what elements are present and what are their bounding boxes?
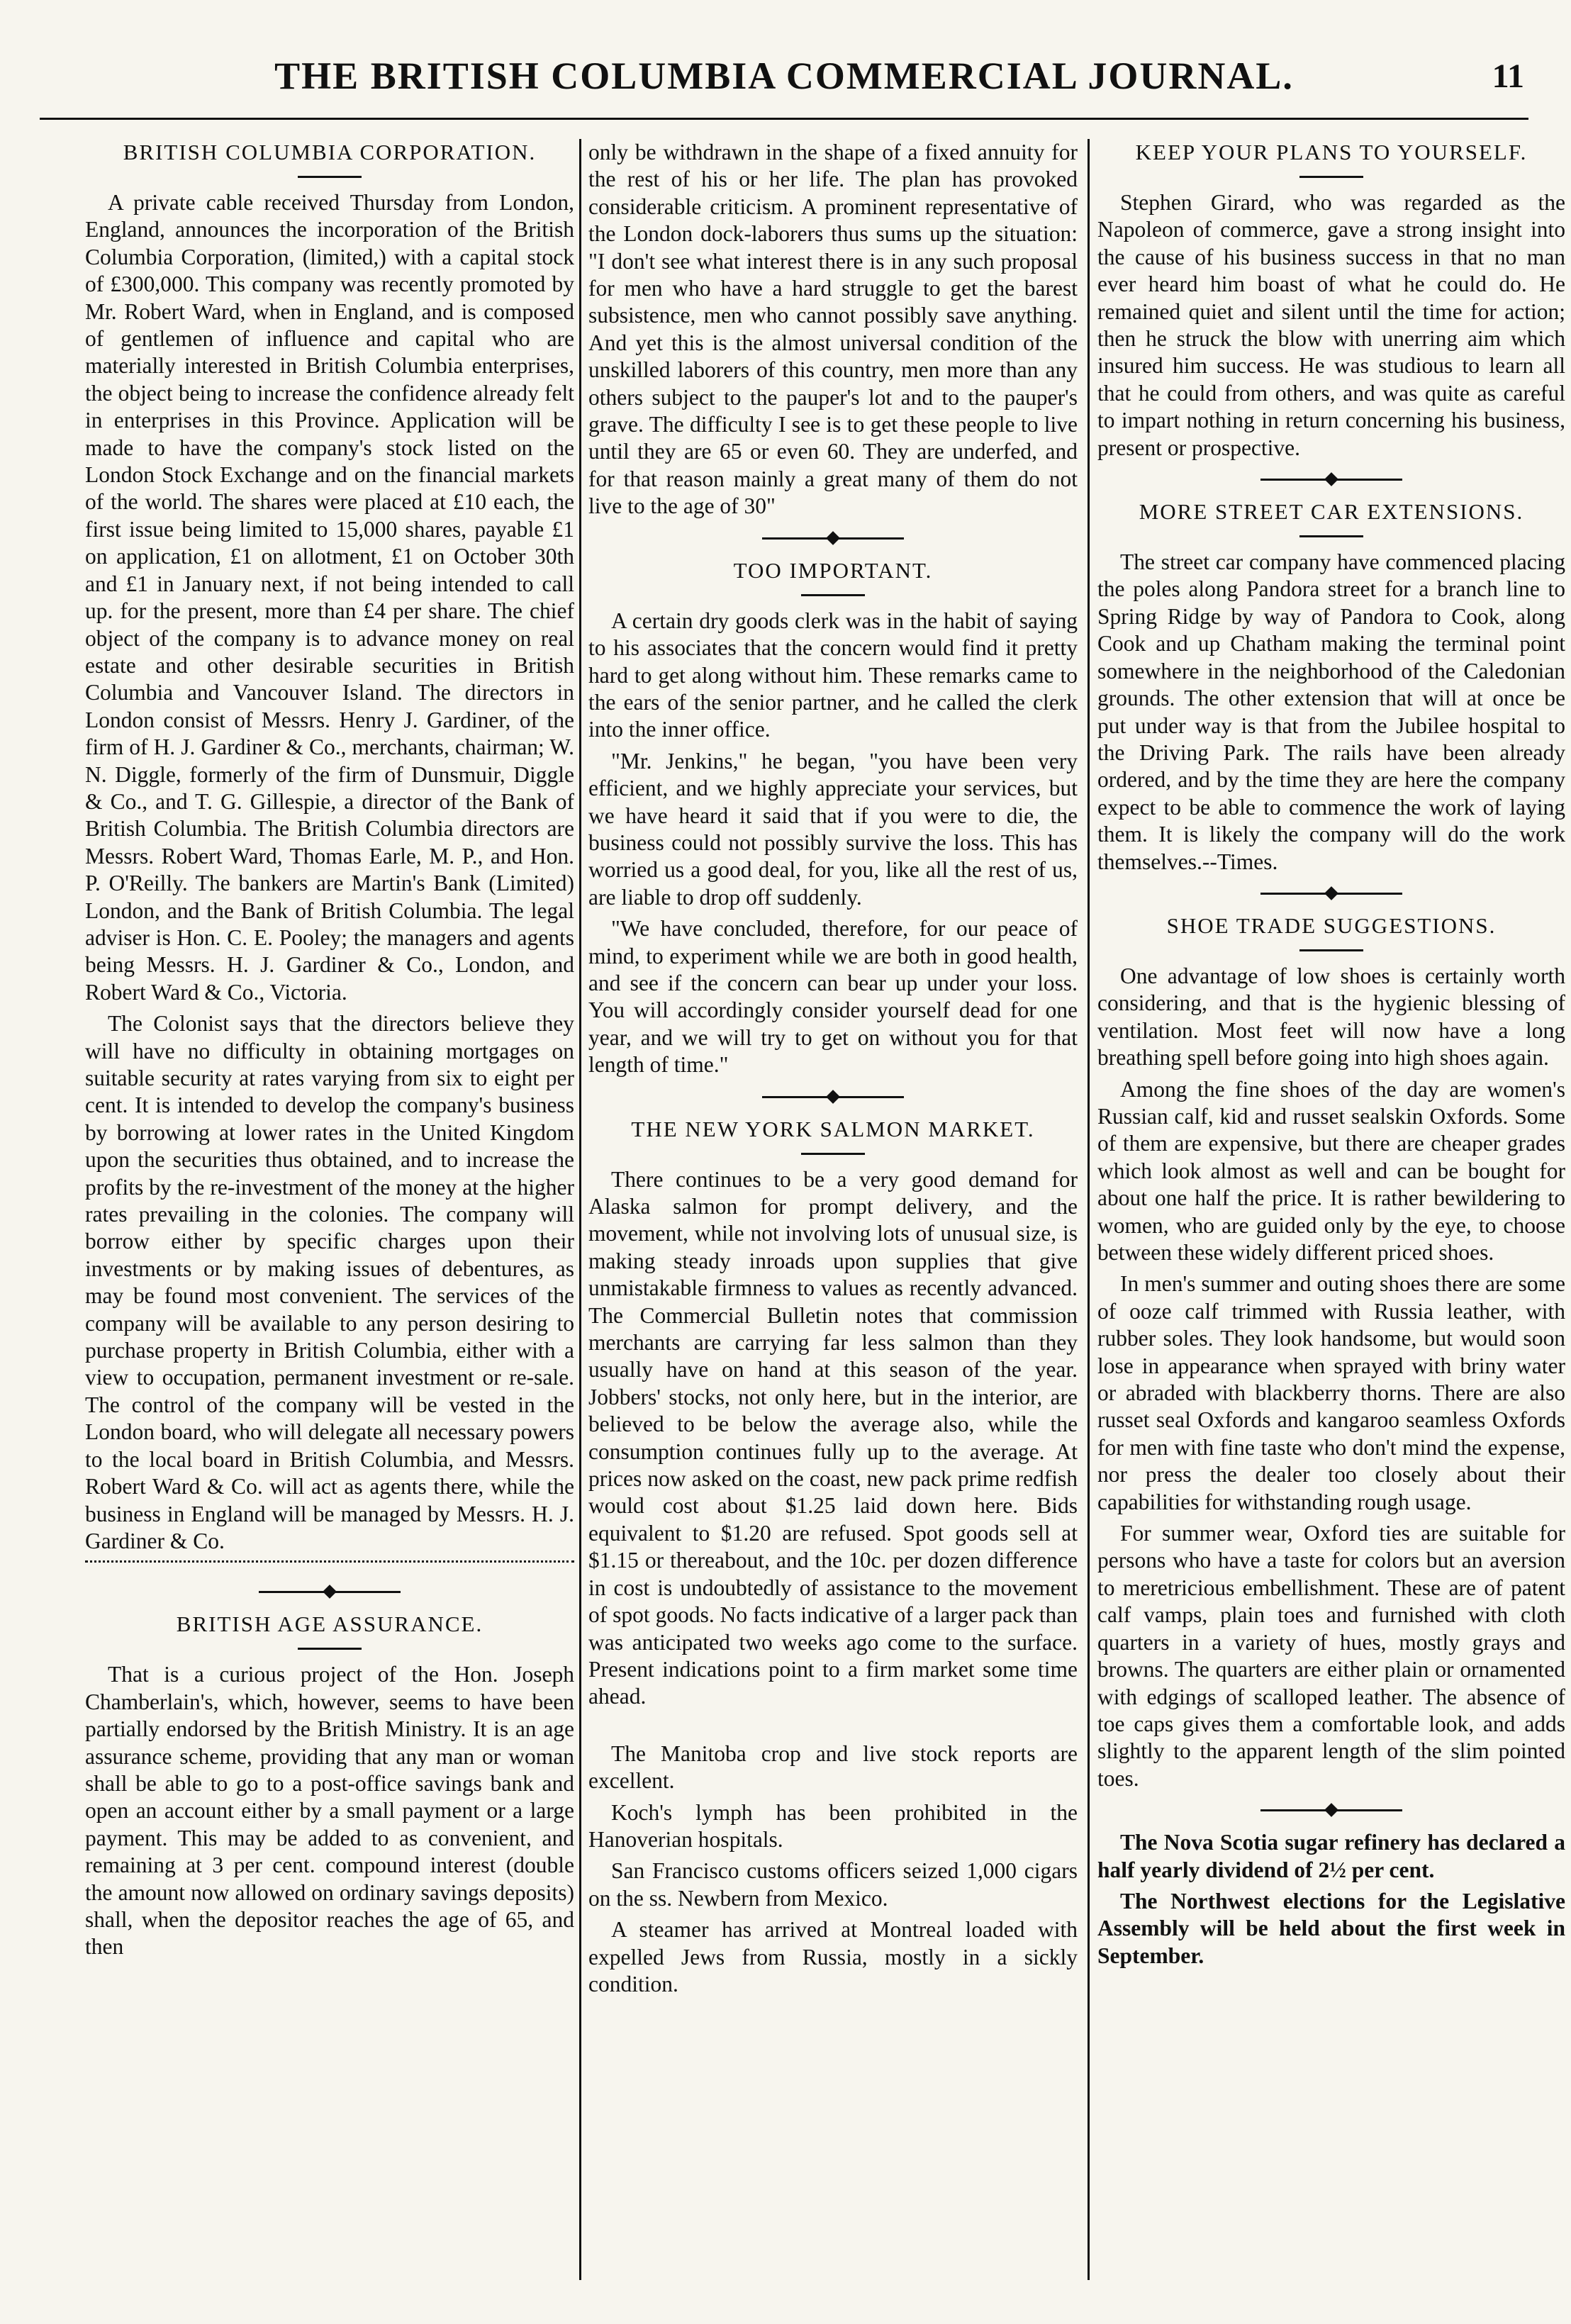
ornament-separator [1097, 888, 1565, 898]
dotted-separator [85, 1560, 574, 1563]
news-item: San Francisco customs officers seized 1,000 cigars on the ss. Newbern from Mexico. [588, 1858, 1078, 1911]
ornament-separator [588, 1092, 1078, 1102]
article-heading: MORE STREET CAR EXTENSIONS. [1139, 499, 1524, 525]
article-shoe-trade [1097, 912, 1565, 1792]
article-paragraph: The Colonist says that the directors believe they will have no difficulty in obtaining mortgages on suitable security at rates varying from six to eight per cent. It is intended to develop the company's business by borrowing at lower rates in the United Kingdom upon the securities thus obtained, and to increase the profits by the re-investment of the money at the higher rates prevailing in the colonies. The company will borrow either by specific charges upon their investments or by making issues of debentures, as may be found most convenient. The services of the company will be available to any person desiring to purchase property in British Columbia, either with a view to occupation, permanent investment or re-sale. The control of the company will be vested in the London board, who will delegate all necessary powers to the local board in British Columbia, and Messrs. Robert Ward & Co. will act as agents there, while the business in England will be managed by Messrs. H. J. Gardiner & Co. [85, 1011, 574, 1553]
article-salmon-market [588, 1116, 1078, 1711]
article-paragraph: Among the fine shoes of the day are women's Russian calf, kid and russet sealskin Oxfords. Some of them are expensive, but there are cheaper grades which look almost as well and can be bought for about one half the price. It is rather bewildering to women, who are guided only by the eye, to choose between these widely different priced shoes. [1097, 1076, 1565, 1265]
news-item: The Northwest elections for the Legislative Assembly will be held about the first week in September. [1097, 1888, 1565, 1968]
article-heading: TOO IMPORTANT. [733, 557, 933, 583]
article-paragraph: One advantage of low shoes is certainly worth considering, and that is the hygienic blessing of ventilation. Most feet will now have a long breathing spell before going into high shoes again. [1097, 963, 1565, 1071]
page-number: 11 [1492, 57, 1524, 95]
news-briefs [588, 1741, 1078, 1999]
column-2 [588, 139, 1078, 2280]
article-paragraph: Stephen Girard, who was regarded as the Napoleon of commerce, gave a strong insight into the cause of his business success in that no man ever heard him boast of what he could do. He remained quiet and silent until the time for action; then he struck the blow with unerring aim which insured him success. He was studious to learn all that he could from others, and was quite as careful to impart nothing in return concerning his business, present or prospective. [1097, 190, 1565, 460]
column-3 [1097, 139, 1565, 2280]
article-paragraph: There continues to be a very good demand for Alaska salmon for prompt delivery, and the movement, while not involving lots of unusual size, is making steady inroads upon supplies that give unmistakable firmness to values as recently advanced. The Commercial Bulletin notes that commission merchants are carrying far less salmon than they usually have on hand at this season of the year. Jobbers' stocks, not only here, but in the interior, are believed to be below the average also, while the consumption continues fully up to the average. At prices now asked on the coast, new pack prime redfish would cost about $1.25 laid down here. Bids equivalent to $1.20 are refused. Spot goods sell at $1.15 or thereabout, and the 10c. per dozen difference in cost is undoubtedly of assistance to the movement of spot goods. No facts indicative of a larger pack than was anticipated two weeks ago come to the surface. Present indications point to a firm market some time ahead. [588, 1166, 1078, 1709]
heading-rule [1299, 535, 1363, 537]
article-british-age-assurance [85, 1611, 574, 1960]
article-bc-corporation [85, 139, 574, 1555]
heading-rule [1299, 949, 1363, 951]
article-paragraph: A private cable received Thursday from London, England, announces the incorporation of the British Columbia Corporation, (limited,) with a capital stock of £300,000. This company was recently promoted by Mr. Robert Ward, when in England, and is composed of gentlemen of influence and capital who are materially interested in British Columbia enterprises, the object being to increase the confidence already felt in enterprises in this Province. Application will be made to have the company's stock listed on the London Stock Exchange and on the financial markets of the world. The shares were placed at £10 each, the first issue being limited to 15,000 shares, payable £1 on application, £1 on allotment, £1 on October 30th and £1 in January next, if not being intended to call up. for the present, more than £4 per share. The chief object of the company is to advance money on real estate and other desirable securities in British Columbia and Vancouver Island. The directors in London consist of Messrs. Henry J. Gardiner, of the firm of H. J. Gardiner & Co., merchants, chairman; W. N. Diggle, formerly of the firm of Dunsmuir, Diggle & Co., and T. G. Gillespie, a director of the Bank of British Columbia. The British Columbia directors are Messrs. Robert Ward, Thomas Earle, M. P., and Hon. P. O'Reilly. The bankers are Martin's Bank (Limited) London, and the Bank of British Columbia. The legal adviser is Hon. C. E. Pooley; the managers and agents being Messrs. H. J. Gardiner & Co., London, and Robert Ward & Co., Victoria. [85, 190, 574, 1005]
article-street-car [1097, 498, 1565, 876]
ornament-separator [1097, 1805, 1565, 1815]
article-paragraph: For summer wear, Oxford ties are suitable for persons who have a taste for colors but an aversion to meretricious embellishment. These are of patent calf vamps, plain toes and furnished with cloth quarters in a variety of hues, mostly grays and browns. The quarters are either plain or ornamented with edgings of scalloped leather. The absence of toe caps gives them a comfortable look, and adds slightly to the apparent length of the slim pointed toes. [1097, 1521, 1565, 1791]
article-heading: KEEP YOUR PLANS TO YOURSELF. [1135, 140, 1528, 164]
heading-rule [1299, 176, 1363, 178]
ornament-separator [1097, 474, 1565, 484]
blank-space [588, 1715, 1078, 1741]
news-item: A steamer has arrived at Montreal loaded with expelled Jews from Russia, mostly in a sickly condition. [588, 1917, 1078, 1996]
article-keep-plans [1097, 139, 1565, 462]
column-rule-right [1088, 139, 1090, 2280]
article-heading: SHOE TRADE SUGGESTIONS. [1166, 912, 1497, 938]
news-item: The Manitoba crop and live stock reports are excellent. [588, 1741, 1078, 1794]
article-heading: BRITISH AGE ASSURANCE. [176, 1611, 483, 1637]
heading-rule [298, 1648, 362, 1650]
article-continuation: only be withdrawn in the shape of a fixed annuity for the rest of his or her life. The plan has provoked considerable criticism. A prominent representative of the London dock-laborers thus sums up the situation: "I don't see what interest there is in any such proposal for men who have a hard struggle to get the barest subsistence, men who cannot possibly save anything. And yet this is the almost universal condition of the unskilled laborers of this country, men more than any others subject to the pauper's lot and to the pauper's grave. The difficulty I see is to get these people to live until they are 65 or even 60. They are underfed, and for that reason mainly a great many of them do not live to the age of 30" [588, 140, 1078, 519]
article-heading: THE NEW YORK SALMON MARKET. [631, 1116, 1035, 1141]
news-item: The Nova Scotia sugar refinery has declared a half yearly dividend of 2½ per cent. [1097, 1830, 1565, 1882]
ornament-separator [588, 533, 1078, 543]
ornament-separator [85, 1587, 574, 1597]
news-item: Koch's lymph has been prohibited in the Hanoverian hospitals. [588, 1799, 1078, 1852]
article-paragraph: The street car company have commenced placing the poles along Pandora street for a branch line to Spring Ridge by way of Pandora to Cook, along Cook and up Chatham making the terminal point somewhere in the neighborhood of the Caledonian grounds. The other extension that will at once be put under way is that from the Jubilee hospital to the Driving Park. The rails have been already ordered, and by the time they are here the company expect to be able to commence the work of laying them. It is likely the company will do the work themselves.--Times. [1097, 549, 1565, 874]
column-1 [85, 139, 574, 2280]
article-too-important [588, 557, 1078, 1079]
article-heading: BRITISH COLUMBIA CORPORATION. [123, 140, 537, 164]
news-briefs [1097, 1829, 1565, 1970]
article-paragraph: "We have concluded, therefore, for our peace of mind, to experiment while we are both in good health, and see if the concern can bear up under your loss. You will accordingly consider yourself dead for one year, and we will try to get on without you for that length of time." [588, 916, 1078, 1078]
article-paragraph: In men's summer and outing shoes there are some of ooze calf trimmed with Russia leather, with rubber soles. They look handsome, but would soon lose in appearance when sprayed with briny water or abraded with blackberry thorns. There are also russet seal Oxfords and kangaroo seamless Oxfords for men with fine taste who don't mind the expense, nor press the dealer too closely about their capabilities for withstanding rough usage. [1097, 1271, 1565, 1514]
article-paragraph: That is a curious project of the Hon. Joseph Chamberlain's, which, however, seems to have been partially endorsed by the British Ministry. It is an age assurance scheme, providing that any man or woman shall be able to go to a post-office savings bank and open an account either by a small payment or a large payment. This may be added to as convenient, and remaining at 3 per cent. compound interest (double the amount now allowed on ordinary savings deposits) shall, when the depositor reaches the age of 65, and then [85, 1662, 574, 1960]
heading-rule [801, 1153, 865, 1155]
article-paragraph: "Mr. Jenkins," he began, "you have been very efficient, and we highly appreciate your services, but we have heard it said that if you were to die, the business could not possibly survive the loss. This has worried us a good deal, for you, like all the rest of us, are liable to drop off suddenly. [588, 748, 1078, 910]
page-header [40, 54, 1528, 120]
journal-title: THE BRITISH COLUMBIA COMMERCIAL JOURNAL. [274, 55, 1294, 97]
column-rule-left [579, 139, 581, 2280]
heading-rule [298, 176, 362, 178]
heading-rule [801, 594, 865, 596]
article-paragraph: A certain dry goods clerk was in the habit of saying to his associates that the concern would find it pretty hard to get along without him. These remarks came to the ears of the senior partner, and he called the clerk into the inner office. [588, 608, 1078, 742]
